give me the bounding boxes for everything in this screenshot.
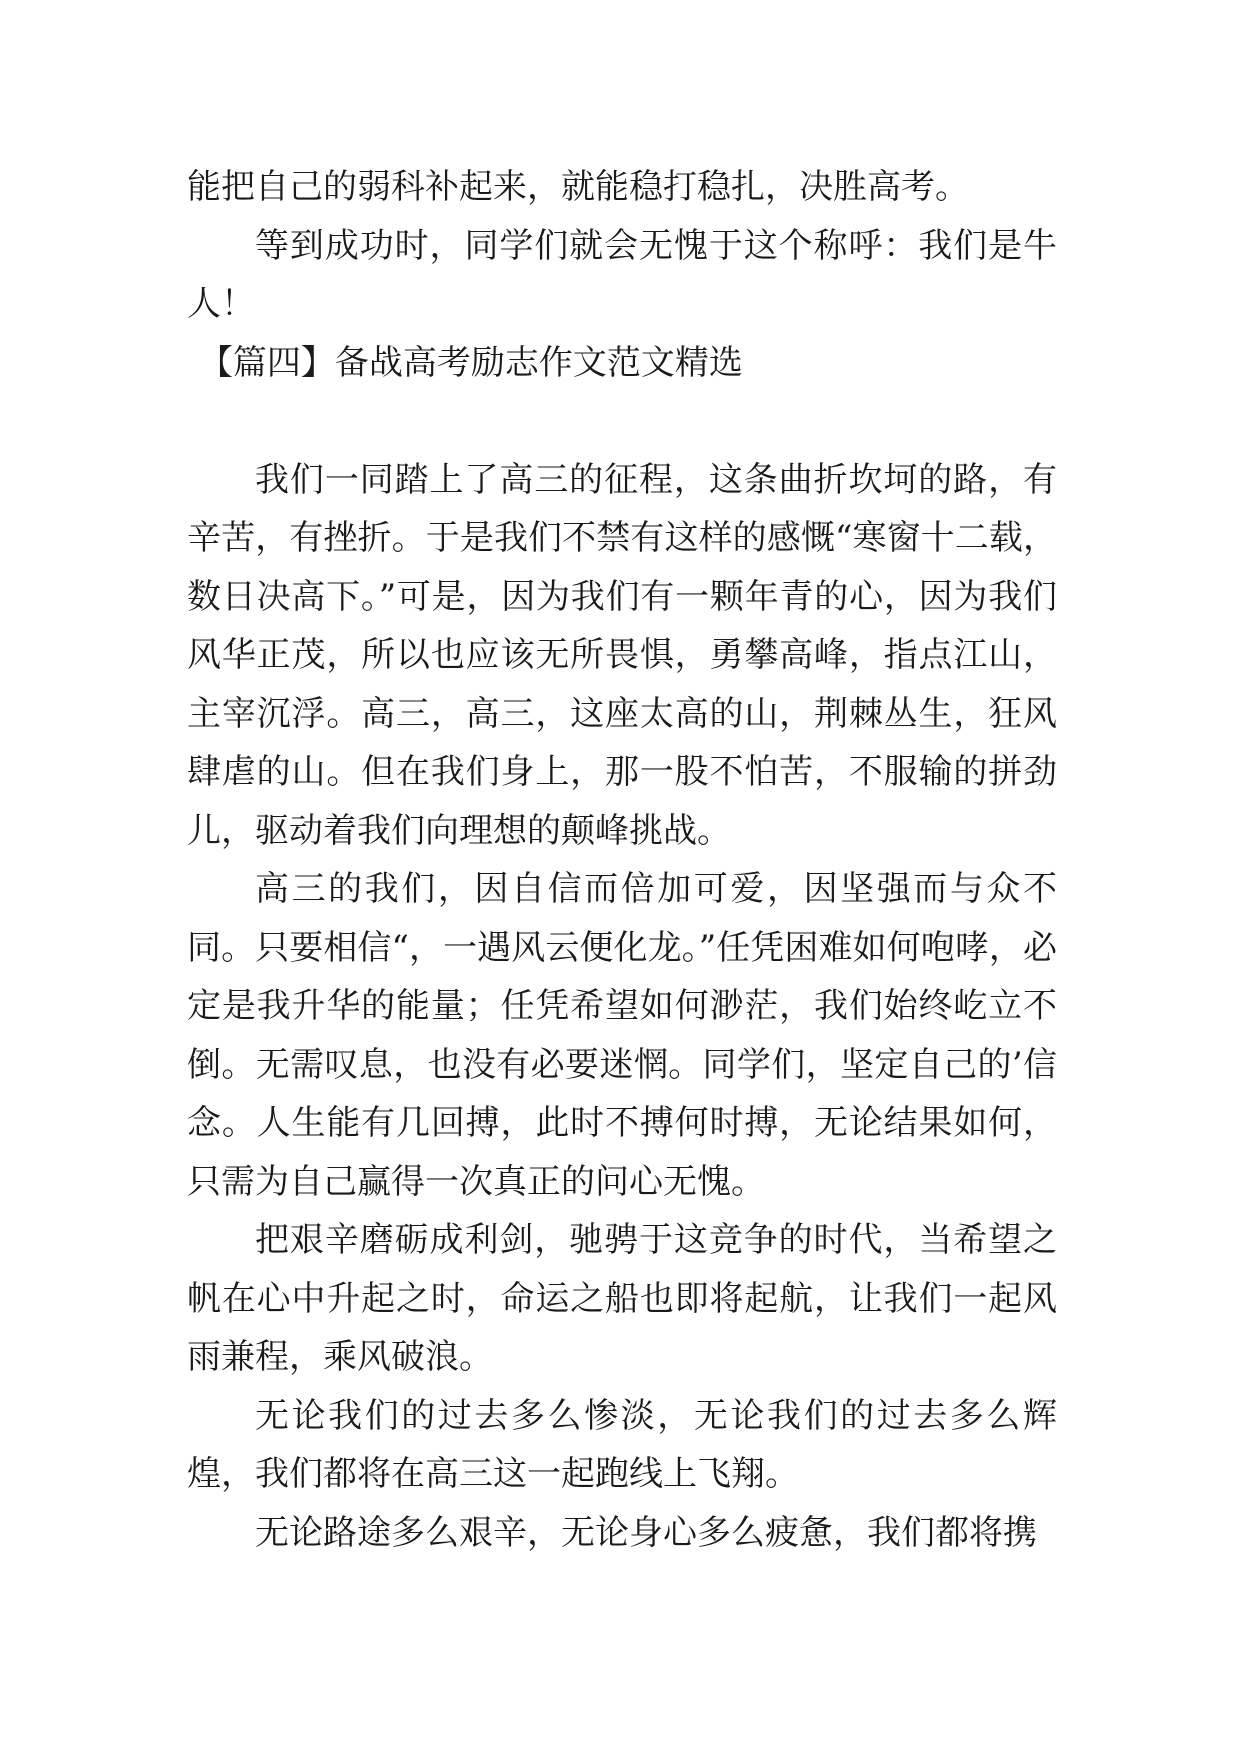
section-heading: 【篇四】备战高考励志作文范文精选 xyxy=(198,342,743,383)
paragraph-3: 我们一同踏上了高三的征程，这条曲折坎坷的路，有辛苦，有挫折。于是我们不禁有这样的感慨“寒窗十二载，数日决高下。”可是，因为我们有一颗年青的心，因为我们风华正茂，所以也应该无所畏惧，勇攀高峰，指点江山，主宰沉浮。高三，高三，这座太高的山，荆棘丛生，狂风肆虐的山。但在我们身上，那一股不怕苦，不服输的拼劲儿，驱动着我们向理想的颠峰挑战。 xyxy=(187,459,1057,851)
paragraph-6: 无论我们的过去多么惨淡，无论我们的过去多么辉煌，我们都将在高三这一起跑线上飞翔。 xyxy=(187,1395,1057,1494)
paragraph-1: 能把自己的弱科补起来，就能稳打稳扎，决胜高考。 xyxy=(187,167,969,207)
paragraph-5: 把艰辛磨砺成利剑，驰骋于这竞争的时代，当希望之帆在心中升起之时，命运之船也即将起航，让我们一起风雨兼程，乘风破浪。 xyxy=(187,1220,1057,1377)
blank-line xyxy=(187,392,1057,451)
paragraph-4: 高三的我们，因自信而倍加可爱，因坚强而与众不同。只要相信“，一遇风云便化龙。”任凭困难如何咆哮，必定是我升华的能量；任凭希望如何渺茫，我们始终屹立不倒。无需叹息，也没有必要迷惘。同学们，坚定自己的’信念。人生能有几回搏，此时不搏何时搏，无论结果如何，只需为自己赢得一次真正的问心无愧。 xyxy=(187,869,1057,1202)
paragraph-2: 等到成功时，同学们就会无愧于这个称呼：我们是牛人！ xyxy=(187,225,1057,324)
document-body xyxy=(187,158,1057,1562)
paragraph-7: 无论路途多么艰辛，无论身心多么疲惫，我们都将携 xyxy=(255,1512,1037,1553)
